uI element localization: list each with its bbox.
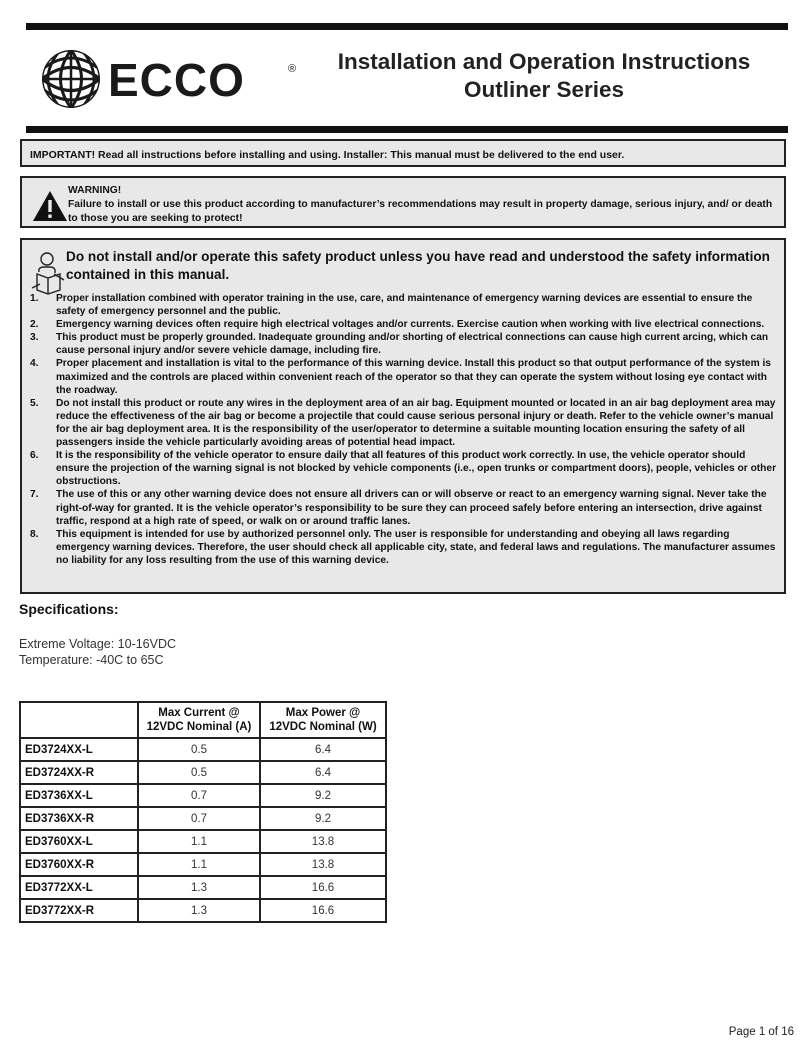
voltage-spec: Extreme Voltage: 10-16VDC bbox=[19, 637, 177, 651]
specifications-lines bbox=[19, 637, 176, 668]
warning-message: Failure to install or use this product according to manufacturer’s recommendations may result in property damage, serious injury, and/ or death to those you are seeking to protect! bbox=[68, 199, 773, 224]
safety-item bbox=[22, 528, 786, 567]
header-current bbox=[138, 702, 260, 738]
current-cell: 0.5 bbox=[138, 738, 260, 761]
top-rule bbox=[26, 23, 788, 30]
temperature-spec: Temperature: -40C to 65C bbox=[19, 652, 164, 667]
ecco-logo bbox=[40, 48, 302, 110]
title-line-1: Installation and Operation Instructions bbox=[337, 49, 751, 74]
safety-item-number: 6. bbox=[30, 450, 39, 462]
model-cell: ED3760XX-L bbox=[20, 830, 138, 853]
safety-item-number: 5. bbox=[30, 397, 39, 409]
safety-item-text: Emergency warning devices often require high electrical voltages and/or currents. Exercise caution when working with live electrical connections. bbox=[56, 319, 765, 331]
model-cell: ED3772XX-R bbox=[20, 899, 138, 922]
safety-item-text: This product must be properly grounded. Inadequate grounding and/or shorting of electrical connections can cause high current arcing, which can cause personal injury and/or severe vehicle damage, including fire. bbox=[56, 332, 769, 357]
safety-box bbox=[20, 238, 786, 594]
safety-item-number: 4. bbox=[30, 358, 39, 370]
power-cell: 16.6 bbox=[260, 876, 386, 899]
model-cell: ED3736XX-R bbox=[20, 807, 138, 830]
current-cell: 0.7 bbox=[138, 784, 260, 807]
safety-item bbox=[22, 357, 786, 396]
header-current-text: Max Current @ 12VDC Nominal (A) bbox=[146, 707, 252, 733]
document-title bbox=[320, 48, 768, 104]
safety-item bbox=[22, 449, 786, 488]
header-rule bbox=[26, 126, 788, 133]
safety-item-number: 7. bbox=[30, 489, 39, 501]
safety-item bbox=[22, 331, 786, 357]
safety-item-text: Do not install this product or route any wires in the deployment area of an air bag. Equipment mounted or located in an air bag deployment area may reduce the effectiveness of the air bag or become a projectile that could cause serious personal injury or death. Refer to the vehicle owner’s manual for the air bag deployment area. It is the responsibility of the user/operator to determine a suitable mounting location ensuring the safety of all passengers inside the vehicle particularly avoiding areas of potential head impact. bbox=[56, 397, 776, 449]
safety-list bbox=[22, 292, 786, 567]
table-row bbox=[20, 761, 386, 784]
current-cell: 1.3 bbox=[138, 876, 260, 899]
table-row bbox=[20, 738, 386, 761]
power-cell: 16.6 bbox=[260, 899, 386, 922]
current-cell: 1.1 bbox=[138, 853, 260, 876]
specifications-heading: Specifications: bbox=[19, 601, 119, 617]
power-cell: 6.4 bbox=[260, 738, 386, 761]
safety-item-text: Proper installation combined with operator training in the use, care, and maintenance of emergency warning devices are essential to ensure the safety of emergency personnel and the public. bbox=[56, 293, 753, 318]
table-row bbox=[20, 876, 386, 899]
specifications-table bbox=[19, 701, 387, 923]
header-model bbox=[20, 702, 138, 738]
table-row bbox=[20, 830, 386, 853]
page-number: Page 1 of 16 bbox=[728, 1026, 794, 1038]
safety-heading: Do not install and/or operate this safety product unless you have read and understood the safety information contained in this manual. bbox=[66, 249, 770, 282]
power-cell: 9.2 bbox=[260, 807, 386, 830]
safety-item bbox=[22, 318, 786, 331]
table-row bbox=[20, 899, 386, 922]
table-row bbox=[20, 807, 386, 830]
warning-box bbox=[20, 176, 786, 228]
ecco-logo-graphic bbox=[40, 48, 302, 110]
important-notice: IMPORTANT! Read all instructions before installing and using. Installer: This manual must be delivered to the end user. bbox=[20, 139, 786, 167]
model-cell: ED3724XX-R bbox=[20, 761, 138, 784]
warning-triangle-icon bbox=[32, 190, 68, 222]
safety-item-text: The use of this or any other warning device does not ensure all drivers can or will observe or react to an emergency warning signal. Never take the right-of-way for granted. It is the vehicle operator’s responsibility to be sure they can proceed safely before entering an intersection, drive against traffic, respond at a high rate of speed, or walk on or around traffic lanes. bbox=[56, 489, 767, 527]
safety-item-number: 3. bbox=[30, 332, 39, 344]
warning-label: WARNING! bbox=[68, 185, 122, 196]
model-cell: ED3772XX-L bbox=[20, 876, 138, 899]
registered-mark: ® bbox=[288, 63, 297, 75]
safety-item-text: It is the responsibility of the vehicle operator to ensure daily that all features of this product work correctly. In use, the vehicle operator should ensure the projection of the warning signal is not blocked by vehicle components (i.e., open trunks or compartment doors), people, vehicles or other obstructions. bbox=[56, 450, 777, 488]
safety-item-number: 1. bbox=[30, 293, 39, 304]
current-cell: 1.1 bbox=[138, 830, 260, 853]
power-cell: 13.8 bbox=[260, 830, 386, 853]
current-cell: 0.5 bbox=[138, 761, 260, 784]
table-row bbox=[20, 853, 386, 876]
safety-item-text: Proper placement and installation is vital to the performance of this warning device. Install this product so that output performance of the system is maximized and the controls are placed within convenient reach of the operator so that they can operate the system without losing eye contact with the roadway. bbox=[56, 358, 771, 396]
safety-item-number: 2. bbox=[30, 319, 39, 331]
safety-item-text: This equipment is intended for use by authorized personnel only. The user is responsible for understanding and obeying all laws regarding emergency warning devices. Therefore, the user should check all applicable city, state, and federal laws and regulations. The manufacturer assumes no liability for any loss resulting from the use of this warning device. bbox=[56, 528, 776, 566]
logo-wordmark: ECCO bbox=[108, 54, 245, 106]
header-power-text: Max Power @ 12VDC Nominal (W) bbox=[269, 707, 377, 733]
current-cell: 0.7 bbox=[138, 807, 260, 830]
reading-manual-icon bbox=[30, 250, 66, 296]
model-cell: ED3760XX-R bbox=[20, 853, 138, 876]
warning-text-block bbox=[68, 184, 780, 226]
title-line-2: Outliner Series bbox=[463, 77, 625, 102]
table-row bbox=[20, 784, 386, 807]
safety-item bbox=[22, 292, 786, 318]
safety-item bbox=[22, 397, 786, 449]
power-cell: 6.4 bbox=[260, 761, 386, 784]
power-cell: 13.8 bbox=[260, 853, 386, 876]
safety-item-number: 8. bbox=[30, 528, 39, 540]
safety-item bbox=[22, 488, 786, 527]
model-cell: ED3724XX-L bbox=[20, 738, 138, 761]
power-cell: 9.2 bbox=[260, 784, 386, 807]
model-cell: ED3736XX-L bbox=[20, 784, 138, 807]
header-power bbox=[260, 702, 386, 738]
current-cell: 1.3 bbox=[138, 899, 260, 922]
table-header-row bbox=[20, 702, 386, 738]
